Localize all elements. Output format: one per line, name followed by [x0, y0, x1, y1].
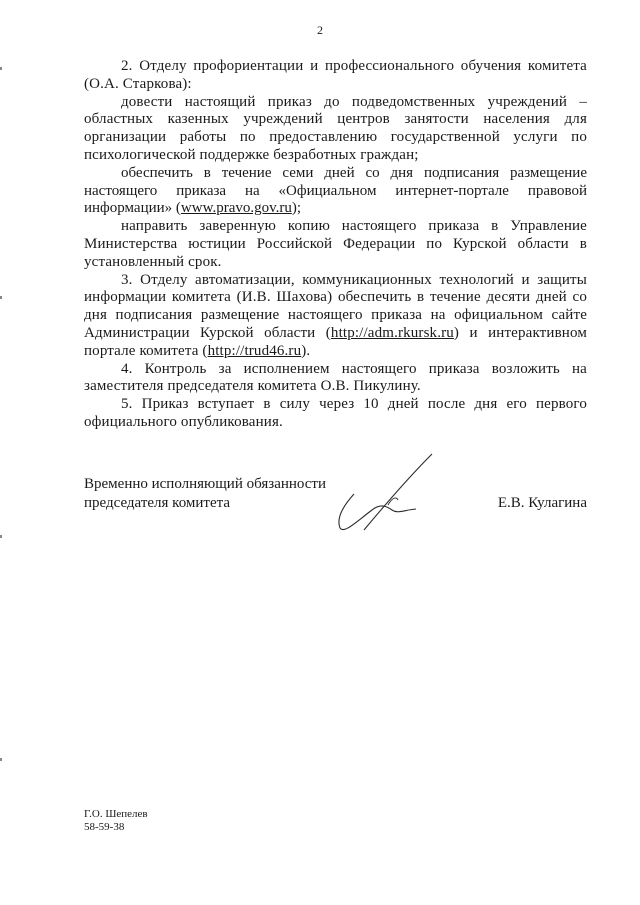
- signatory-title-line-1: Временно исполняющий обязанности: [84, 476, 327, 492]
- handwritten-signature: [334, 450, 444, 535]
- executor-phone: 58-59-38: [84, 821, 125, 833]
- paragraph-item-2: 2. Отделу профориентации и профессионального обучения комитета (О.А. Старкова):: [84, 58, 587, 92]
- executor-footer: [84, 808, 148, 834]
- adm-rkursk-link[interactable]: http://adm.rkursk.ru: [330, 324, 454, 341]
- signatory-title: [84, 475, 326, 513]
- margin-mark: [0, 758, 2, 761]
- paragraph-item-5: 5. Приказ вступает в силу через 10 дней после дня его первого официального опубликования.: [84, 396, 587, 430]
- margin-mark: [0, 535, 2, 538]
- document-body: [84, 58, 587, 432]
- signatory-name: Е.В. Кулагина: [497, 495, 587, 511]
- trud46-link[interactable]: http://trud46.ru: [207, 342, 302, 359]
- page-number: 2: [317, 23, 323, 37]
- signatory-title-line-2: председателя комитета: [84, 495, 231, 511]
- paragraph-item-3: 3. Отделу автоматизации, коммуникационных технологий и защиты информации комитета (И.В. Шахова) обеспечить в течение десяти дней со дня подписания размещение настоящего приказа на официальном сайте Администрации Курской области (http://adm.rkursk.ru) и интерактивном портале комитета (http://trud46.ru).: [84, 271, 587, 359]
- paragraph-item-4: 4. Контроль за исполнением настоящего приказа возложить на заместителя председателя комитета О.В. Пикулину.: [84, 360, 587, 395]
- signature-block: [84, 475, 587, 555]
- executor-name: Г.О. Шепелев: [84, 808, 148, 820]
- margin-mark: [0, 296, 2, 299]
- paragraph-deliver-order: довести настоящий приказ до подведомственных учреждений – областных казенных учреждений центров занятости населения для организации работы по предоставлению государственной услуги по психологической поддержке безработных граждан;: [84, 93, 587, 163]
- paragraph-send-copy: направить заверенную копию настоящего приказа в Управление Министерства юстиции Российской Федерации по Курской области в установленный срок.: [84, 218, 587, 270]
- margin-mark: [0, 67, 2, 70]
- pravo-link[interactable]: www.pravo.gov.ru: [180, 200, 292, 217]
- paragraph-publish-portal: обеспечить в течение семи дней со дня подписания размещение настоящего приказа на «Официальном интернет-портале правовой информации» (www.pravo.gov.ru);: [84, 164, 587, 217]
